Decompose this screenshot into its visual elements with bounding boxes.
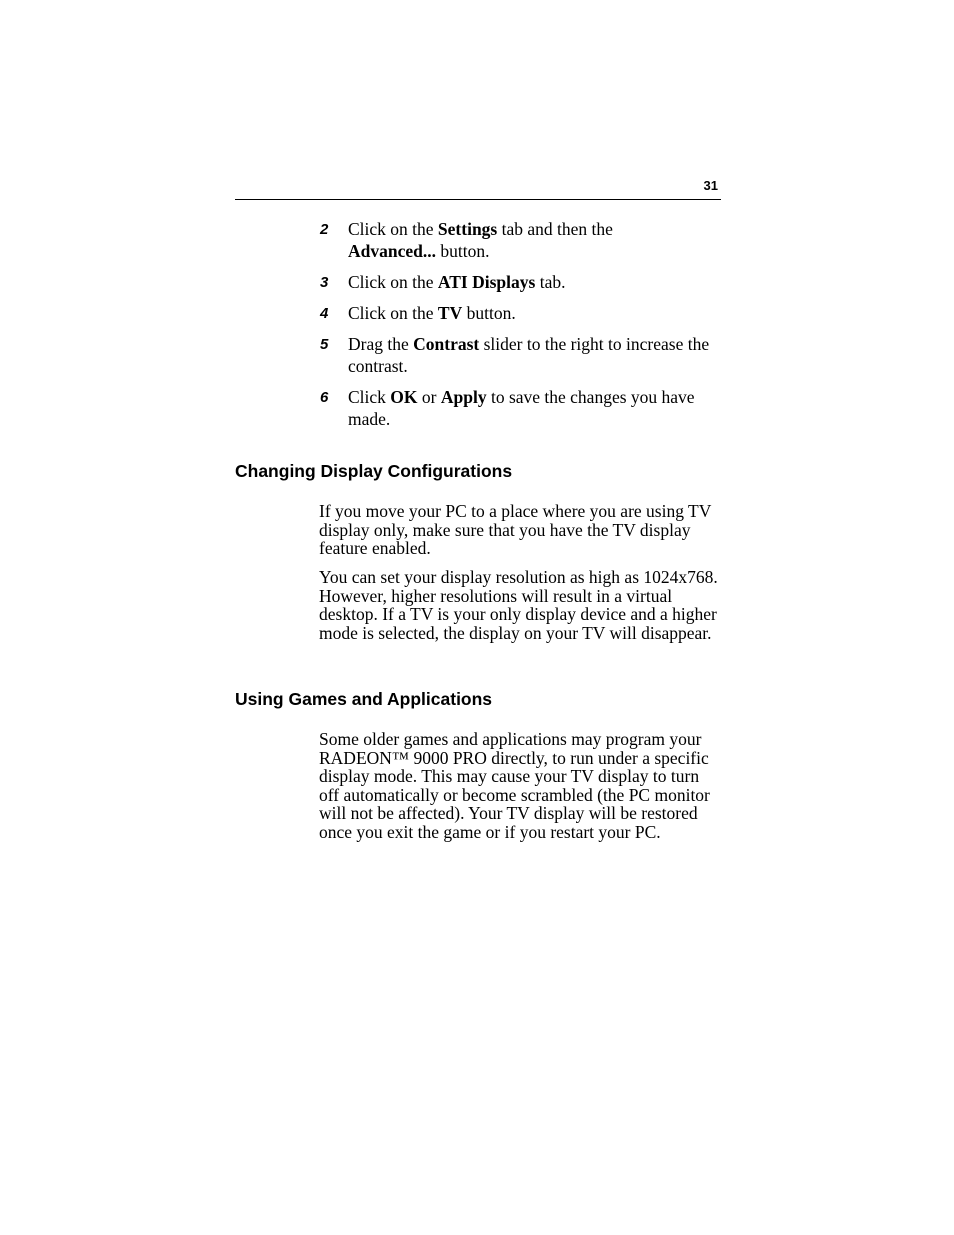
- step-item: [318, 302, 721, 324]
- step-item: [318, 386, 721, 430]
- ui-term-contrast: Contrast: [413, 334, 480, 354]
- ui-term-settings: Settings: [437, 219, 498, 239]
- step-text: Click on the ATI Displays tab.: [348, 272, 566, 292]
- step-item: [318, 333, 721, 377]
- page-number: 31: [703, 178, 718, 193]
- step-item: [318, 218, 721, 262]
- step-number: 4: [320, 305, 329, 322]
- section-heading-changing-display: Changing Display Configurations: [235, 461, 513, 481]
- ui-term-ati-displays: ATI Displays: [437, 272, 536, 292]
- ui-term-tv: TV: [437, 303, 463, 323]
- step-number: 5: [320, 336, 329, 353]
- step-text: Drag the Contrast slider to the right to increase the contrast.: [348, 334, 710, 376]
- step-text: Click on the Settings tab and then the Advanced... button.: [348, 219, 613, 261]
- ui-term-apply: Apply: [440, 387, 487, 407]
- step-text: Click on the TV button.: [348, 303, 516, 323]
- ui-term-advanced: Advanced...: [348, 241, 436, 261]
- paragraph-tv-only: If you move your PC to a place where you are using TV display only, make sure that you have the TV display feature enabled.: [319, 501, 712, 559]
- step-number: 6: [320, 389, 329, 406]
- step-number: 3: [320, 274, 329, 291]
- step-list: [318, 218, 721, 439]
- step-item: [318, 271, 721, 293]
- ui-term-ok: OK: [390, 387, 418, 407]
- header-rule: [235, 199, 721, 200]
- step-text: Click OK or Apply to save the changes you have made.: [348, 387, 695, 429]
- section-heading-games: Using Games and Applications: [235, 689, 493, 709]
- step-number: 2: [320, 221, 329, 238]
- paragraph-resolution: You can set your display resolution as high as 1024x768. However, higher resolutions will result in a virtual desktop. If a TV is your only display device and a higher mode is selected, the display on your TV will disappear.: [319, 567, 718, 643]
- paragraph-games: Some older games and applications may program your RADEON™ 9000 PRO directly, to run under a specific display mode. This may cause your TV display to turn off automatically or become scrambled (the PC monitor will not be affected). Your TV display will be restored once you exit the game or if you restart your PC.: [319, 729, 710, 842]
